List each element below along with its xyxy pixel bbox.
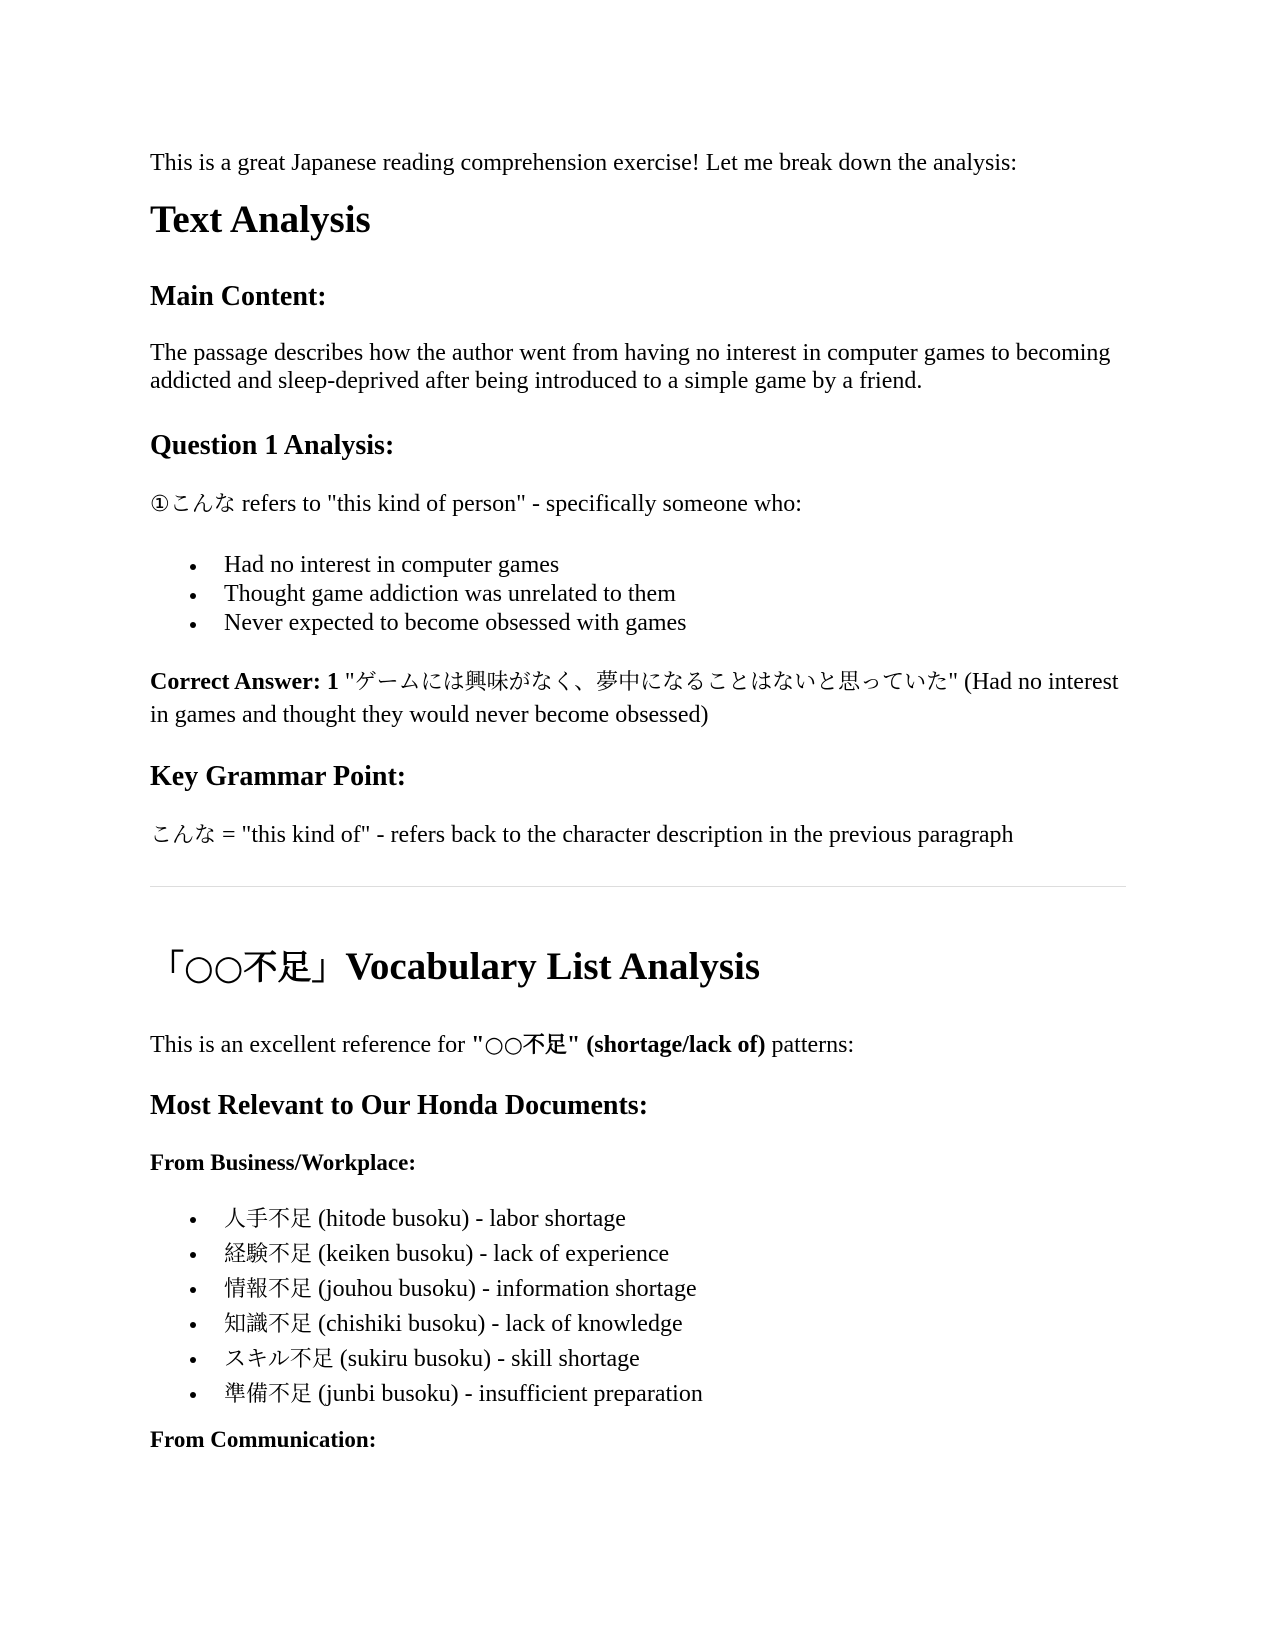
grammar-term: こんな	[150, 823, 217, 848]
vocab-meaning: (keiken busoku) - lack of experience	[312, 1241, 670, 1267]
grammar-point	[150, 821, 1126, 850]
vocab-term: 知識不足	[224, 1312, 313, 1337]
intro-paragraph: This is a great Japanese reading comprehension exercise! Let me break down the analysis:	[150, 150, 1018, 176]
vocab-intro-meaning: " (shortage/lack of)	[566, 1032, 766, 1058]
list-item: Had no interest in computer games	[150, 551, 687, 580]
vocab-intro-pre: This is an excellent reference for	[150, 1032, 472, 1058]
question1-marker: ①こんな	[150, 492, 236, 517]
correct-answer-close: " (Had no interest in games and thought they would never become obsessed)	[150, 669, 1119, 728]
vocab-meaning: (junbi busoku) - insufficient preparation	[312, 1381, 703, 1407]
list-item	[150, 1377, 703, 1412]
text-analysis-title: Text Analysis	[150, 198, 371, 241]
section-divider	[150, 886, 1126, 887]
vocab-meaning: (chishiki busoku) - lack of knowledge	[312, 1311, 683, 1337]
vocab-term: スキル不足	[224, 1347, 334, 1372]
list-item	[150, 1272, 703, 1307]
vocab-intro-japanese: ○○不足	[484, 1033, 567, 1058]
correct-answer-label: Correct Answer: 1	[150, 669, 339, 695]
relevant-heading: Most Relevant to Our Honda Documents:	[150, 1090, 649, 1121]
communication-heading: From Communication:	[150, 1427, 377, 1452]
vocab-intro-bold	[471, 1032, 765, 1058]
main-content-body: The passage describes how the author went from having no interest in computer games to becoming addicted and sleep-deprived after being introduced to a simple game by a friend.	[150, 340, 1111, 394]
list-item	[150, 1307, 703, 1342]
vocab-term: 経験不足	[224, 1242, 313, 1267]
main-content-heading: Main Content:	[150, 281, 327, 312]
list-item: Thought game addiction was unrelated to them	[150, 580, 687, 609]
vocab-intro-quote: "	[471, 1032, 485, 1058]
vocab-meaning: (sukiru busoku) - skill shortage	[333, 1346, 640, 1372]
vocab-meaning: (hitode busoku) - labor shortage	[312, 1206, 626, 1232]
vocab-title-english: Vocabulary List Analysis	[345, 945, 761, 988]
question1-list	[150, 551, 687, 638]
question1-lead	[150, 490, 1126, 519]
vocab-term: 準備不足	[224, 1382, 313, 1407]
vocab-analysis-title	[150, 944, 760, 991]
vocab-intro-post: patterns:	[765, 1032, 855, 1058]
correct-answer-open: "	[338, 669, 355, 695]
vocab-title-japanese: 「○○不足」	[150, 948, 346, 988]
business-vocab-list	[150, 1202, 703, 1412]
vocab-meaning: (jouhou busoku) - information shortage	[312, 1276, 697, 1302]
vocab-term: 人手不足	[224, 1207, 313, 1232]
grammar-heading: Key Grammar Point:	[150, 761, 407, 792]
vocab-term: 情報不足	[224, 1277, 313, 1302]
question1-lead-text: refers to "this kind of person" - specifically someone who:	[235, 491, 802, 517]
question1-heading: Question 1 Analysis:	[150, 430, 395, 461]
grammar-definition: = "this kind of" - refers back to the character description in the previous paragraph	[216, 822, 1014, 848]
vocab-intro	[150, 1031, 1126, 1060]
correct-answer	[150, 666, 1126, 731]
business-heading: From Business/Workplace:	[150, 1150, 417, 1175]
list-item	[150, 1237, 703, 1272]
correct-answer-japanese: ゲームには興味がなく、夢中になることはないと思っていた	[354, 670, 949, 695]
list-item	[150, 1342, 703, 1377]
list-item	[150, 1202, 703, 1237]
list-item: Never expected to become obsessed with games	[150, 609, 687, 638]
